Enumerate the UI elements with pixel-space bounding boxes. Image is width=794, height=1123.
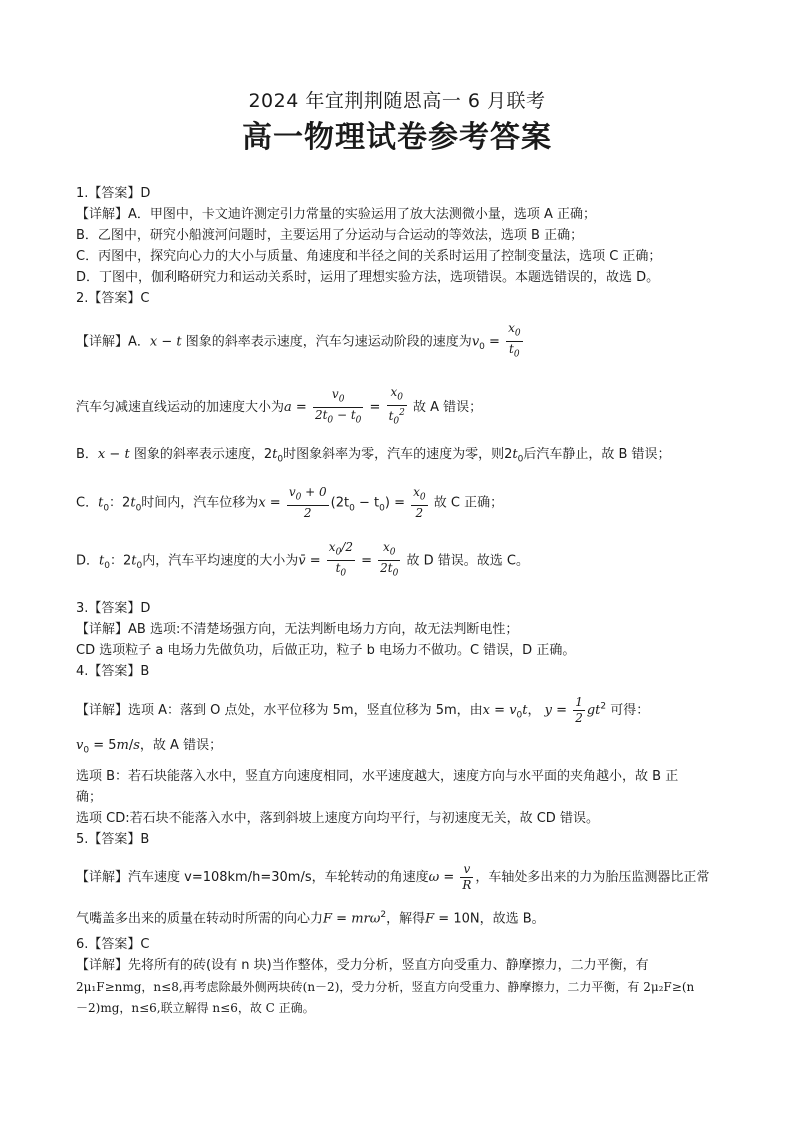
fraction: $\frac{v}{R}$: [462, 862, 472, 892]
q1-detail-c: C．丙图中，探究向心力的大小与质量、角速度和半径之间的关系时运用了控制变量法，选项 C 正确；: [76, 249, 662, 264]
q2-detail-c: C．$t_0$：$2t_0$时间内，汽车位移为x = $\frac{v_0 + 0}{2}$ $(2t_0 - t_0)$ = $\frac{x_0}{2}$ 故 C 正确；: [76, 485, 504, 521]
q4-detail-2: $v_0 = 5m/s$，故 A 错误；: [76, 738, 223, 756]
q4-detail-5: 选项 CD:若石块不能落入水中，落到斜坡上速度方向均平行，与初速度无关，故 CD 错误。: [76, 811, 599, 826]
fraction: $\frac{x_0}{2}$: [413, 485, 426, 521]
exam-name: 2024 年宜荆荆随恩高一 6 月联考: [248, 90, 546, 112]
q2-detail-b: B．x − t 图象的斜率表示速度，$2t_0$时图象斜率为零，汽车的速度为零，则$2t_0$后汽车静止，故 B 错误；: [76, 447, 671, 465]
q5-answer: 5.【答案】B: [76, 832, 150, 847]
fraction: $\frac{1}{2}$: [575, 695, 583, 725]
q4-detail-4: 确；: [76, 790, 103, 805]
q1-detail-d: D．丁图中，伽利略研究力和运动关系时，运用了理想实验方法，选项错误。本题选错误的，故选 D。: [76, 270, 660, 285]
q6-detail-2: 2μ₁F≥nmg，n≤8,再考虑除最外侧两块砖(n－2)，受力分析，竖直方向受重力、静摩擦力，二力平衡，有 2μ₂F≥(n: [76, 980, 695, 994]
q4-detail-3: 选项 B：若石块能落入水中，竖直方向速度相同，水平速度越大，速度方向与水平面的夹角越小，故 B 正: [76, 769, 679, 784]
fraction: $\frac{x_0}{t_0}$: [508, 321, 521, 360]
fraction: $\frac{x_0/2}{t_0}$: [328, 540, 353, 579]
fraction: $\frac{v_0 + 0}{2}$: [288, 485, 327, 521]
q2-detail-a: 【详解】A．x − t 图象的斜率表示速度，汽车匀速运动阶段的速度为$v_0$ = $\frac{x_0}{t_0}$: [76, 321, 525, 363]
q5-detail-1: 【详解】汽车速度 v=108km/h=30m/s，车轮转动的角速度ω = $\frac{v}{R}$ ，车轴处多出来的力为胎压监测器比正常: [76, 862, 710, 892]
page-title: 高一物理试卷参考答案: [242, 120, 552, 155]
fraction: $\frac{x_0}{2t_0}$: [380, 540, 399, 579]
q2-answer: 2.【答案】C: [76, 291, 150, 306]
fraction: $\frac{v_0}{2t_0 - t_0}$: [314, 386, 362, 426]
q5-detail-2: 气嘴盖多出来的质量在转动时所需的向心力F = mrω$^2$，解得F = 10N，故选 B。: [76, 910, 545, 927]
q3-detail-2: CD 选项粒子 a 电场力先做负功，后做正功，粒子 b 电场力不做功。C 错误，D 正确。: [76, 643, 576, 658]
q6-answer: 6.【答案】C: [76, 937, 150, 952]
q6-detail-3: －2)mg，n≤6,联立解得 n≤6，故 C 正确。: [76, 1001, 315, 1015]
q2-detail-d: D．$t_0$：$2t_0$内，汽车平均速度的大小为v̄ = $\frac{x_0/2}{t_0}$ = $\frac{x_0}{2t_0}$ 故 D 错误。故选 C。: [76, 540, 529, 582]
q6-detail-1: 【详解】先将所有的砖(设有 n 块)当作整体，受力分析，竖直方向受重力、静摩擦力，二力平衡，有: [76, 958, 649, 973]
q3-detail-1: 【详解】AB 选项:不清楚场强方向，无法判断电场力方向，故无法判断电性；: [76, 622, 519, 637]
q1-detail-b: B．乙图中，研究小船渡河问题时，主要运用了分运动与合运动的等效法，选项 B 正确；: [76, 228, 584, 243]
q4-answer: 4.【答案】B: [76, 664, 150, 679]
q2-detail-a2: 汽车匀减速直线运动的加速度大小为a = $\frac{v_0}{2t_0 - t_0}$ = $\frac{x_0}{t_0^2}$ 故 A 错误；: [76, 385, 482, 430]
q4-detail-1: 【详解】选项 A：落到 O 点处，水平位移为 5m，竖直位移为 5m，由$x = v_0t$， y = $\frac{1}{2}$ $gt^2$ 可得：: [76, 695, 650, 725]
q3-answer: 3.【答案】D: [76, 601, 151, 616]
q1-answer: 1.【答案】D: [76, 186, 151, 201]
q1-detail-a: 【详解】A．甲图中，卡文迪许测定引力常量的实验运用了放大法测微小量，选项 A 正确；: [76, 207, 597, 222]
fraction: $\frac{x_0}{t_0^2}$: [388, 385, 405, 427]
